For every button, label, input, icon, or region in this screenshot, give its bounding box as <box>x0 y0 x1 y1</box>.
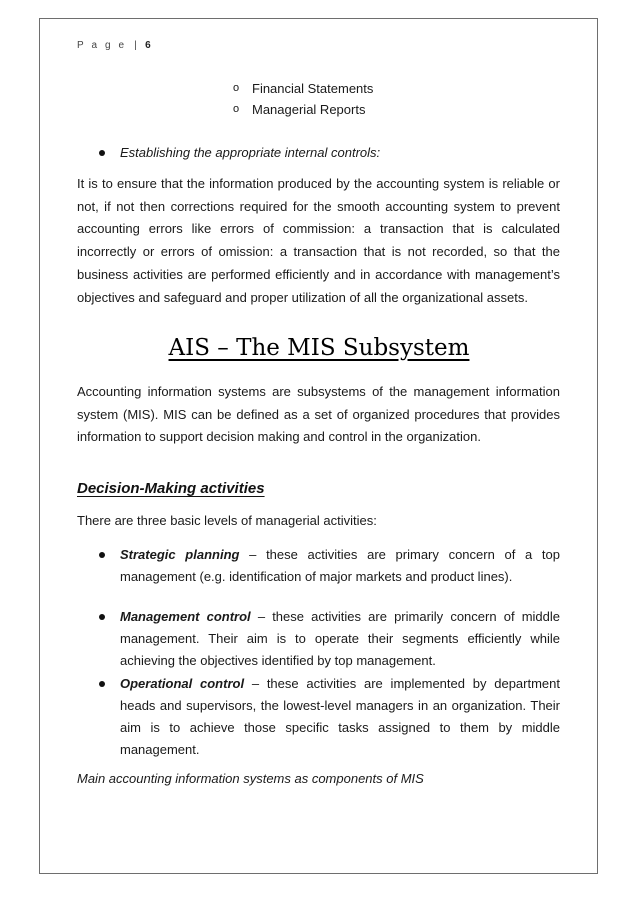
list-item <box>99 673 560 761</box>
page-separator: | <box>134 40 137 51</box>
bullet-dot <box>99 681 105 687</box>
page-label: P a g e <box>77 40 127 51</box>
list-item <box>99 606 560 672</box>
level-description: – these activities are implemented by department heads and supervisors, the lowest-level managers in an organization. Their aim is to achieve those specific tasks assigned to them by middle management. <box>120 676 560 757</box>
level-description: – these activities are primarily concern of middle management. Their aim is to operate their segments efficiently while achieving the objectives identified by top management. <box>120 609 561 668</box>
bullet-dot <box>99 552 105 558</box>
bullet-dot <box>99 614 105 620</box>
page-header <box>77 40 151 51</box>
level-term: Management control <box>120 609 251 624</box>
controls-bullet <box>99 142 560 164</box>
page-number: 6 <box>145 40 151 51</box>
bullet-dot <box>99 150 105 156</box>
closing-line: Main accounting information systems as components of MIS <box>77 771 424 786</box>
controls-paragraph: It is to ensure that the information produced by the accounting system is reliable or not, if not then corrections required for the smooth accounting system to prevent accounting errors like errors of commission: a transaction that is calculated incorrectly or errors of omission: a transaction that is not recorded, so that the business activities are performed efficiently and in accordance with management’s objectives and safeguard and proper utilization of all the organizational assets. <box>77 176 560 305</box>
list-item <box>99 544 560 588</box>
level-term: Operational control <box>120 676 245 691</box>
section-title: AIS – The MIS Subsystem <box>168 335 470 361</box>
level-description: – these activities are primary concern of a top management (e.g. identification of major markets and product lines). <box>120 547 561 584</box>
report-types-list <box>233 78 373 120</box>
subheading: Decision-Making activities <box>77 480 265 497</box>
controls-bullet-text: Establishing the appropriate internal controls: <box>120 145 381 160</box>
list-item: o Financial Statements <box>233 78 373 99</box>
levels-intro: There are three basic levels of managerial activities: <box>77 513 377 528</box>
mis-paragraph: Accounting information systems are subsystems of the management information system (MIS). MIS can be defined as a set of organized procedures that provides information to support decision making and control in the organization. <box>77 384 560 445</box>
list-item: o Managerial Reports <box>233 99 373 120</box>
level-term: Strategic planning <box>120 547 240 562</box>
